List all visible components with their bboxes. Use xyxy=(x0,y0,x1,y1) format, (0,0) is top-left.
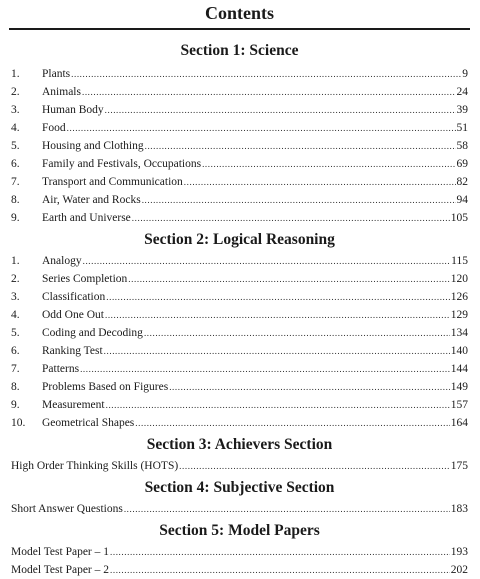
dot-leader xyxy=(110,543,450,561)
entry-title: Classification xyxy=(42,291,106,303)
entry-number: 3. xyxy=(11,104,20,116)
entry-page-number: 149 xyxy=(450,381,468,393)
toc-entry[interactable] xyxy=(11,378,468,396)
entry-page-number: 24 xyxy=(456,86,468,98)
entry-title: Animals xyxy=(42,86,81,98)
entry-title: Series Completion xyxy=(42,273,128,285)
entry-number: 8. xyxy=(11,381,20,393)
entry-page-number: 193 xyxy=(450,546,468,558)
dot-leader xyxy=(202,155,455,173)
toc-entry[interactable] xyxy=(11,65,468,83)
entry-number: 3. xyxy=(11,291,20,303)
entry-title: Analogy xyxy=(42,255,82,267)
entry-number: 9. xyxy=(11,212,20,224)
entry-page-number: 51 xyxy=(456,122,468,134)
dot-leader xyxy=(106,288,450,306)
entry-title: Coding and Decoding xyxy=(42,327,143,339)
entry-number: 7. xyxy=(11,363,20,375)
page-title: Contents xyxy=(204,3,274,23)
toc-entry[interactable] xyxy=(11,543,468,561)
toc-entry[interactable] xyxy=(11,457,468,475)
entry-title: Transport and Communication xyxy=(42,176,183,188)
section-entry-list xyxy=(11,252,468,432)
entry-title: Odd One Out xyxy=(42,309,104,321)
entry-number: 2. xyxy=(11,86,20,98)
entry-page-number: 183 xyxy=(450,503,468,515)
dot-leader xyxy=(82,83,456,101)
toc-entry[interactable] xyxy=(11,500,468,518)
entry-page-number: 39 xyxy=(456,104,468,116)
entry-number: 1. xyxy=(11,255,20,267)
entry-title: Housing and Clothing xyxy=(42,140,144,152)
entry-page-number: 115 xyxy=(451,255,468,267)
toc-entry[interactable] xyxy=(11,101,468,119)
toc-entry[interactable] xyxy=(11,414,468,432)
entry-page-number: 134 xyxy=(450,327,468,339)
entry-title: Ranking Test xyxy=(42,345,103,357)
entry-page-number: 58 xyxy=(456,140,468,152)
dot-leader xyxy=(132,209,450,227)
toc-entry[interactable] xyxy=(11,342,468,360)
toc-entry[interactable] xyxy=(11,561,468,579)
entry-page-number: 69 xyxy=(456,158,468,170)
entry-page-number: 129 xyxy=(450,309,468,321)
entry-page-number: 94 xyxy=(456,194,468,206)
entry-page-number: 157 xyxy=(450,399,468,411)
toc-entry[interactable] xyxy=(11,270,468,288)
section-entry-list xyxy=(11,543,468,579)
entry-title: Plants xyxy=(42,68,71,80)
entry-number: 4. xyxy=(11,309,20,321)
entry-number: 8. xyxy=(11,194,20,206)
entry-title: Model Test Paper – 1 xyxy=(11,546,109,558)
toc-entry[interactable] xyxy=(11,252,468,270)
dot-leader xyxy=(71,65,461,83)
toc-entry[interactable] xyxy=(11,360,468,378)
section-heading: Section 1: Science xyxy=(180,42,299,59)
entry-number: 1. xyxy=(11,68,20,80)
entry-title: Measurement xyxy=(42,399,105,411)
toc-entry[interactable] xyxy=(11,155,468,173)
dot-leader xyxy=(106,396,450,414)
dot-leader xyxy=(169,378,450,396)
toc-entry[interactable] xyxy=(11,396,468,414)
entry-number: 5. xyxy=(11,140,20,152)
entry-page-number: 202 xyxy=(450,564,468,576)
dot-leader xyxy=(80,360,450,378)
entry-title: Air, Water and Rocks xyxy=(42,194,141,206)
dot-leader xyxy=(184,173,456,191)
dot-leader xyxy=(67,119,456,137)
dot-leader xyxy=(128,270,449,288)
section-heading: Section 4: Subjective Section xyxy=(144,479,335,496)
entry-title: Human Body xyxy=(42,104,104,116)
dot-leader xyxy=(110,561,450,579)
entry-number: 10. xyxy=(11,417,26,429)
entry-number: 7. xyxy=(11,176,20,188)
entry-page-number: 175 xyxy=(450,460,468,472)
dot-leader xyxy=(104,342,450,360)
section-heading: Section 3: Achievers Section xyxy=(146,436,333,453)
entry-page-number: 120 xyxy=(450,273,468,285)
entry-number: 6. xyxy=(11,158,20,170)
dot-leader xyxy=(105,306,450,324)
entry-title: High Order Thinking Skills (HOTS) xyxy=(11,460,179,472)
toc-entry[interactable] xyxy=(11,191,468,209)
section-entry-list xyxy=(11,500,468,518)
section-heading: Section 5: Model Papers xyxy=(159,522,320,539)
dot-leader xyxy=(124,500,450,518)
entry-number: 6. xyxy=(11,345,20,357)
toc-entry[interactable] xyxy=(11,173,468,191)
entry-page-number: 82 xyxy=(456,176,468,188)
dot-leader xyxy=(135,414,449,432)
toc-entry[interactable] xyxy=(11,209,468,227)
entry-number: 4. xyxy=(11,122,20,134)
toc-entry[interactable] xyxy=(11,306,468,324)
entry-number: 2. xyxy=(11,273,20,285)
toc-entry[interactable] xyxy=(11,288,468,306)
entry-title: Earth and Universe xyxy=(42,212,131,224)
entry-title: Short Answer Questions xyxy=(11,503,123,515)
dot-leader xyxy=(144,324,450,342)
entry-title: Food xyxy=(42,122,66,134)
entry-title: Problems Based on Figures xyxy=(42,381,169,393)
entry-page-number: 144 xyxy=(450,363,468,375)
toc-entry[interactable] xyxy=(11,137,468,155)
entry-number: 5. xyxy=(11,327,20,339)
entry-title: Model Test Paper – 2 xyxy=(11,564,109,576)
dot-leader xyxy=(142,191,456,209)
title-divider xyxy=(9,28,470,30)
entry-page-number: 126 xyxy=(450,291,468,303)
entry-page-number: 105 xyxy=(450,212,468,224)
section-entry-list xyxy=(11,65,468,227)
dot-leader xyxy=(145,137,456,155)
entry-page-number: 140 xyxy=(450,345,468,357)
entry-title: Family and Festivals, Occupations xyxy=(42,158,202,170)
entry-number: 9. xyxy=(11,399,20,411)
entry-title: Geometrical Shapes xyxy=(42,417,135,429)
dot-leader xyxy=(179,457,450,475)
entry-title: Patterns xyxy=(42,363,80,375)
entry-page-number: 9 xyxy=(462,68,468,80)
entry-page-number: 164 xyxy=(450,417,468,429)
section-heading: Section 2: Logical Reasoning xyxy=(144,231,335,248)
dot-leader xyxy=(105,101,456,119)
toc-entry[interactable] xyxy=(11,83,468,101)
section-entry-list xyxy=(11,457,468,475)
table-of-contents xyxy=(11,41,468,579)
toc-entry[interactable] xyxy=(11,324,468,342)
toc-entry[interactable] xyxy=(11,119,468,137)
dot-leader xyxy=(83,252,451,270)
